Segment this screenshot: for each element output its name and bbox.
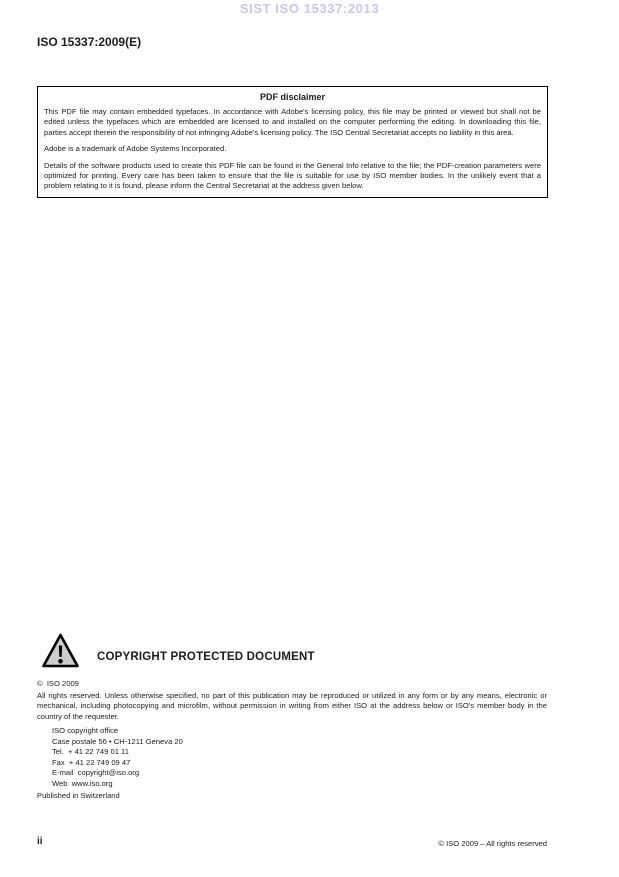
disclaimer-paragraph: Details of the software products used to create this PDF file can be found in the General Info relative to the file; the PDF-creation parameters were optimized for printing. Every care has been taken to ensure that the file is suitable for use by ISO member bodies. In the unlikely event that a problem relating to it is found, please inform the Central Secretariat at the address given below. <box>44 160 541 191</box>
copyright-year-line: © ISO 2009 <box>37 679 79 688</box>
watermark-text: SIST ISO 15337:2013 <box>239 1 380 16</box>
disclaimer-paragraph: This PDF file may contain embedded typefaces. In accordance with Adobe's licensing policy, this file may be printed or viewed but shall not be edited unless the typefaces which are embedded are licensed to and installed on the computer performing the editing. In downloading this file, parties accept therein the responsibility of not infringing Adobe's licensing policy. The ISO Central Secretariat accepts no liability in this area. <box>44 107 541 137</box>
footer-copyright-notice: © ISO 2009 – All rights reserved <box>438 839 547 848</box>
address-line-web: Web www.iso.org <box>52 778 113 788</box>
copyright-protected-heading: COPYRIGHT PROTECTED DOCUMENT <box>97 651 315 663</box>
iso-address-block <box>52 726 183 790</box>
document-reference: ISO 15337:2009(E) <box>37 35 142 49</box>
rights-reserved-paragraph: All rights reserved. Unless otherwise specified, no part of this publication may be reproduced or utilized in any form or by any means, electronic or mechanical, including photocopying and microfilm, without permission in writing from either ISO at the address below or ISO's member body in the country of the requester. <box>37 691 547 721</box>
address-line-office: ISO copyright office <box>52 726 119 735</box>
published-in-line: Published in Switzerland <box>37 791 120 800</box>
address-line-tel: Tel. + 41 22 749 01 11 <box>52 747 129 757</box>
page-number: ii <box>37 836 43 847</box>
address-line-postal: Case postale 56 • CH-1211 Geneva 20 <box>52 736 183 746</box>
address-line-fax: Fax + 41 22 749 09 47 <box>52 757 131 767</box>
disclaimer-paragraph: Adobe is a trademark of Adobe Systems Incorporated. <box>44 144 227 154</box>
disclaimer-title: PDF disclaimer <box>259 92 326 102</box>
warning-triangle-icon <box>41 632 80 670</box>
pdf-disclaimer-box <box>37 86 548 198</box>
address-line-email: E-mail copyright@iso.org <box>52 768 140 778</box>
